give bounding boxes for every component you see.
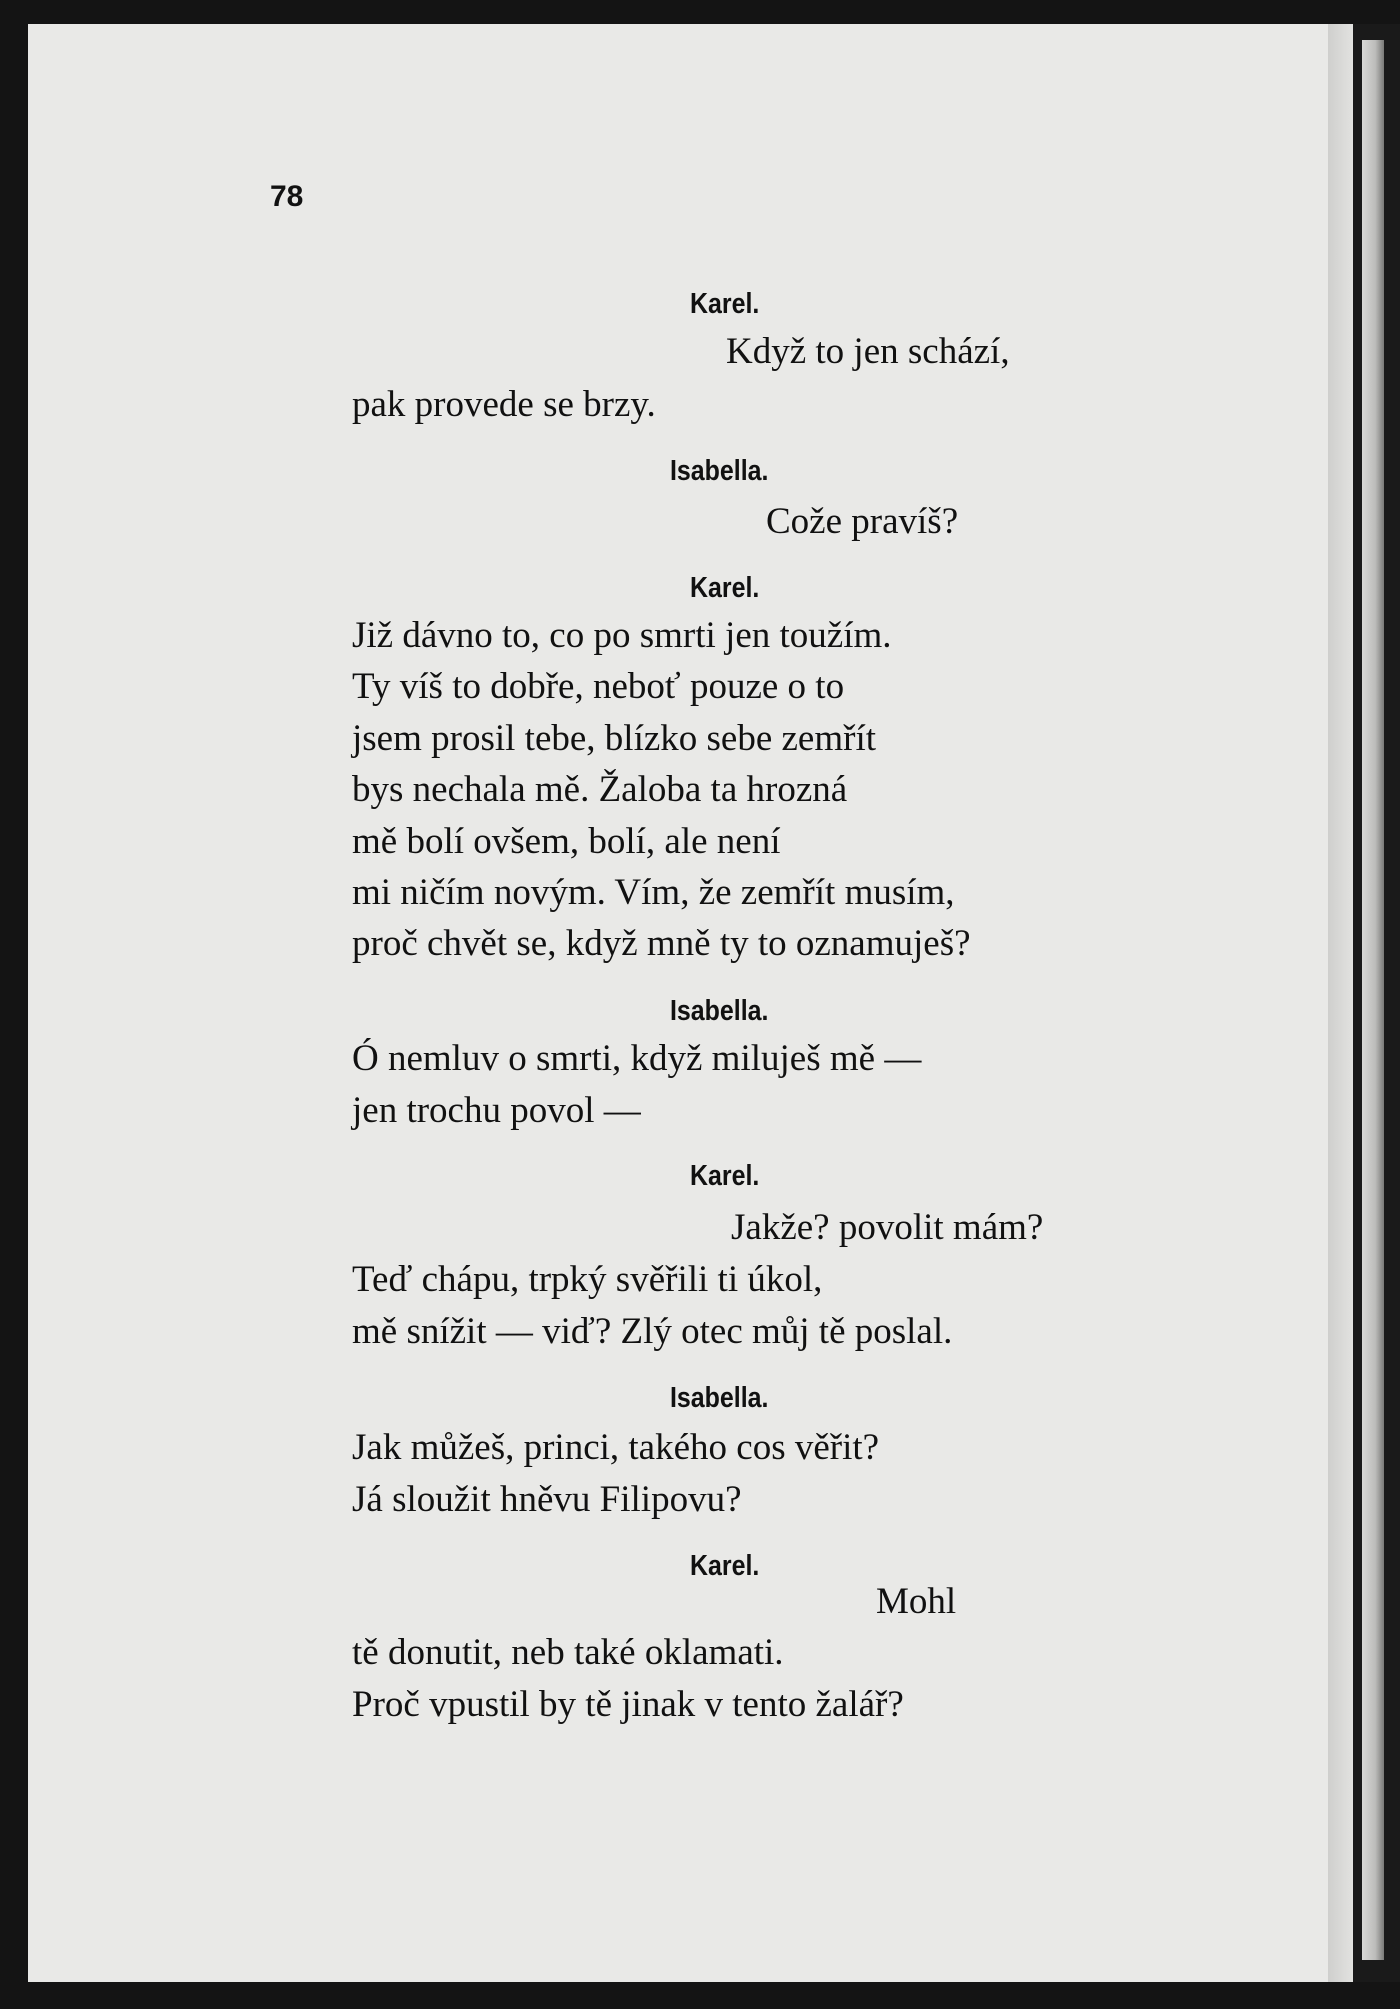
verse-line: mě bolí ovšem, bolí, ale není: [352, 821, 781, 862]
verse-line: Mohl: [876, 1581, 957, 1622]
speaker-name: Karel.: [690, 572, 760, 604]
speaker-name: Isabella.: [670, 1382, 769, 1414]
speaker-name: Isabella.: [670, 455, 769, 487]
verse-line: pak provede se brzy.: [352, 384, 656, 425]
verse-line: mě snížit — viď? Zlý otec můj tě poslal.: [352, 1311, 953, 1352]
verse-line: mi ničím novým. Vím, že zemřít musím,: [352, 872, 955, 913]
verse-line: jsem prosil tebe, blízko sebe zemřít: [352, 718, 877, 759]
verse-line: bys nechala mě. Žaloba ta hrozná: [352, 769, 848, 810]
verse-line: Teď chápu, trpký svěřili ti úkol,: [352, 1259, 823, 1300]
verse-line: Jak můžeš, princi, takého cos věřit?: [352, 1427, 880, 1468]
verse-line: jen trochu povol —: [352, 1090, 641, 1131]
verse-line: Již dávno to, co po smrti jen toužím.: [352, 615, 892, 656]
speaker-name: Isabella.: [670, 995, 769, 1027]
verse-line: Proč vpustil by tě jinak v tento žalář?: [352, 1684, 904, 1725]
verse-line: proč chvět se, když mně ty to oznamuješ?: [352, 923, 971, 964]
page-number: 78: [270, 180, 304, 213]
verse-line: Ó nemluv o smrti, když miluješ mě —: [352, 1038, 922, 1079]
speaker-name: Karel.: [690, 1160, 760, 1192]
verse-line: Jakže? povolit mám?: [731, 1207, 1044, 1248]
page-gutter: [1328, 24, 1353, 1982]
verse-line: Cože pravíš?: [766, 501, 959, 542]
verse-line: Já sloužit hněvu Filipovu?: [352, 1479, 742, 1520]
verse-line: tě donutit, neb také oklamati.: [352, 1632, 784, 1673]
verse-line: Ty víš to dobře, neboť pouze o to: [352, 666, 845, 707]
speaker-name: Karel.: [690, 1550, 760, 1582]
speaker-name: Karel.: [690, 288, 760, 320]
next-page-edge: [1362, 40, 1384, 1960]
verse-line: Když to jen schází,: [726, 331, 1010, 372]
